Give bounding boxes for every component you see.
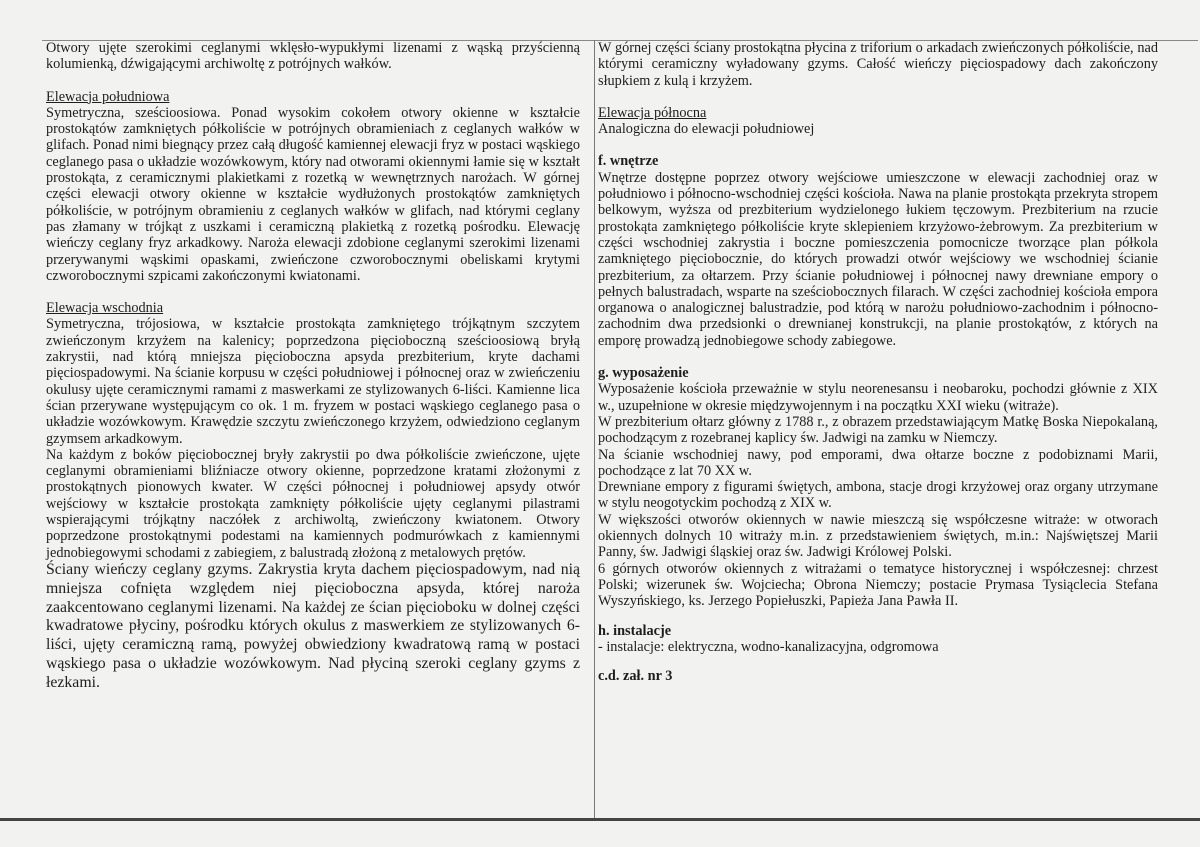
east-elevation-heading: Elewacja wschodnia bbox=[46, 300, 164, 317]
installations-heading: h. instalacje bbox=[598, 622, 672, 639]
intro-paragraph: Otwory ujęte szerokimi ceglanymi wklęsło-wypukłymi lizenami z wąską przyścienną kolumienką, dźwigającymi archiwoltę z potrójnych wałków. bbox=[46, 40, 580, 73]
east-elevation-text-1: Symetryczna, trójosiowa, w kształcie prostokąta zamkniętego trójkątnym szczytem zwieńczonym krzyżem na kalenicy; poprzedzona pięcioboczną sześcioosiową bryłą zakrystii, nad którą mniejsza pięcioboczna apsyda prezbiterium, kryte dachami pięciospadowymi. Na ścianie korpusu w części południowej i północnej oraz w zwieńczeniu okulusy ujęte ceramicznymi ramami z maswerkami ze stylizowanych 6-liści. Kamienne lica ścian przerywane występującym co ok. 1 m. fryzem w postaci wąskiego ceglanego pasa o układzie wozówkowym. Krawędzie szczytu zwieńczonego krzyżem, odwiedziono ceglanym gzymsem arkadkowym. bbox=[46, 316, 580, 447]
interior-heading: f. wnętrze bbox=[598, 153, 659, 170]
column-divider bbox=[594, 40, 595, 818]
continuation-note: c.d. zał. nr 3 bbox=[598, 668, 673, 685]
east-elevation-text-2: Na każdym z boków pięciobocznej bryły zakrystii po dwa półkoliście zwieńczone, ujęte ceglanymi obramieniami bliźniacze otwory okienne, poprzedzone kratami złożonymi z prostokątnych pionowych kwater. W części północnej i południowej apsydy otwór wejściowy w kształcie prostokąta zamknięty półkoliście ujęty ceglanymi pilastrami wspierającymi trójkątny naczółek z archiwoltą, zwieńczony kwiatonem. Otwory poprzedzone prostokątnymi podestami na kamiennych podmurówkach z kamiennymi jednobiegowymi schodami z zabiegiem, z balustradą złożoną z metalowych prętów. bbox=[46, 446, 580, 561]
right-column bbox=[598, 40, 1158, 684]
west-elevation-continuation: W górnej części ściany prostokątna płycina z triforium o arkadach zwieńczonych półkoliście, nad którymi ceramiczny wyładowany gzyms. Całość wieńczy pięciospadowy dach zakończony słupkiem z kulą i krzyżem. bbox=[598, 40, 1158, 89]
equipment-text: Wyposażenie kościoła przeważnie w stylu neorenesansu i neobaroku, pochodzi głównie z XIX w., uzupełnione w okresie międzywojennym i na początku XXI wieku (witraże). W prezbiterium ołtarz główny z 1788 r., z obrazem przedstawiającym Matkę Boska Niepokalaną, pochodzącym z rozebranej kaplicy św. Jadwigi na zamku w Niemczy. Na ścianie wschodniej nawy, pod emporami, dwa ołtarze boczne z podobiznami Marii, pochodzące z lat 70 XX w. Drewniane empory z figurami świętych, ambona, stacje drogi krzyżowej oraz organy utrzymane w stylu neogotyckim pochodzą z XIX w. W większości otworów okiennych w nawie mieszczą się współczesne witraże: w otworach okiennych dolnych 10 witraży m.in. z przedstawieniem świętych, m.in.: Najświętszej Marii Panny, św. Jadwigi śląskiej oraz św. Jadwigi Królowej Polski. 6 górnych otworów okiennych z witrażami o tematyce historycznej i współczesnej: chrzest Polski; wizerunek św. Wojciecha; Obrona Niemczy; postacie Prymasa Tysiąclecia Stefana Wyszyńskiego, ks. Jerzego Popiełuszki, Papieża Jana Pawła II. bbox=[598, 381, 1158, 610]
south-elevation-heading: Elewacja południowa bbox=[46, 88, 170, 105]
north-elevation-text: Analogiczna do elewacji południowej bbox=[598, 121, 815, 138]
east-elevation-text-3: Ściany wieńczy ceglany gzyms. Zakrystia kryta dachem pięciospadowym, nad nią mniejsza cofnięta względem niej pięcioboczna apsyda, której naroża zaakcentowano ceglanymi lizenami. Na każdej ze ścian pięcioboku w dolnej części kwadratowe płyciny, pośrodku których okulus z maswerkiem ze stylizowanych 6-liści, ujęty ceramiczną ramą, powyżej obwiedziony kwadratową ramą w postaci wąskiego pasa o układzie wozówkowym. Nad płyciną szeroki ceglany gzyms z łezkami. bbox=[46, 560, 580, 691]
bottom-rule bbox=[0, 818, 1200, 821]
equipment-heading: g. wyposażenie bbox=[598, 365, 689, 382]
installations-text: - instalacje: elektryczna, wodno-kanalizacyjna, odgromowa bbox=[598, 638, 939, 655]
left-column bbox=[46, 40, 580, 692]
interior-text: Wnętrze dostępne poprzez otwory wejściowe umieszczone w elewacji zachodniej oraz w południowo i północno-wschodniej części kościoła. Nawa na planie prostokąta przekryta stropem belkowym, wyższa od prezbiterium wydzielonego łukiem tęczowym. Prezbiterium na rzucie prostokąta zamkniętego półkoliście kryte sklepieniem krzyżowo-żebrowym. Za prezbiterium w części wschodniej zakrystia i boczne pomieszczenia pomocnicze tworzące plan półkola zamkniętego pięciobocznie, do których prowadzi otwór wejściowy we wschodniej ścianie prezbiterium, za ołtarzem. Przy ścianie południowej i północnej nawy drewniane empory o pełnych balustradach, wsparte na sześciobocznych filarach. W części zachodniej kościoła empora organowa o analogicznej balustradzie, pod którą w narożu południowo-zachodnim i północno-zachodnim dwa przedsionki o drewnianej konstrukcji, na planie prostokątów, z których na emporę prowadzą jednobiegowe schody zabiegowe. bbox=[598, 169, 1158, 349]
south-elevation-text: Symetryczna, sześcioosiowa. Ponad wysokim cokołem otwory okienne w kształcie prostokątów zamkniętych półkoliście w potrójnych obramieniach z ceglanych wałków w glifach. Ponad nimi biegnący przez całą długość kamiennej elewacji fryz w postaci wąskiego ceglanego pasa o układzie wozówkowym, który nad otworami okiennymi łamie się w kształt prostokąta, z ceramicznymi plakietkami z rozetką w wewnętrznych narożach. W górnej części elewacji otwory okienne w kształcie wydłużonych prostokątów zamkniętych półkoliście, w potrójnym obramieniu z ceglanych wałków w glifach, nad którymi ceglany pas złamany w trójkąt z uszkami i ceramiczną plakietką z rozetką pośrodku. Elewację wieńczy ceglany fryz arkadkowy. Naroża elewacji zdobione ceglanymi szerokimi lizenami przerywanymi wąskimi opaskami, zwieńczone czworobocznymi obeliskami krytymi czworobocznymi szpicami zakończonymi kwiatonami. bbox=[46, 104, 580, 284]
north-elevation-heading: Elewacja północna bbox=[598, 104, 707, 121]
